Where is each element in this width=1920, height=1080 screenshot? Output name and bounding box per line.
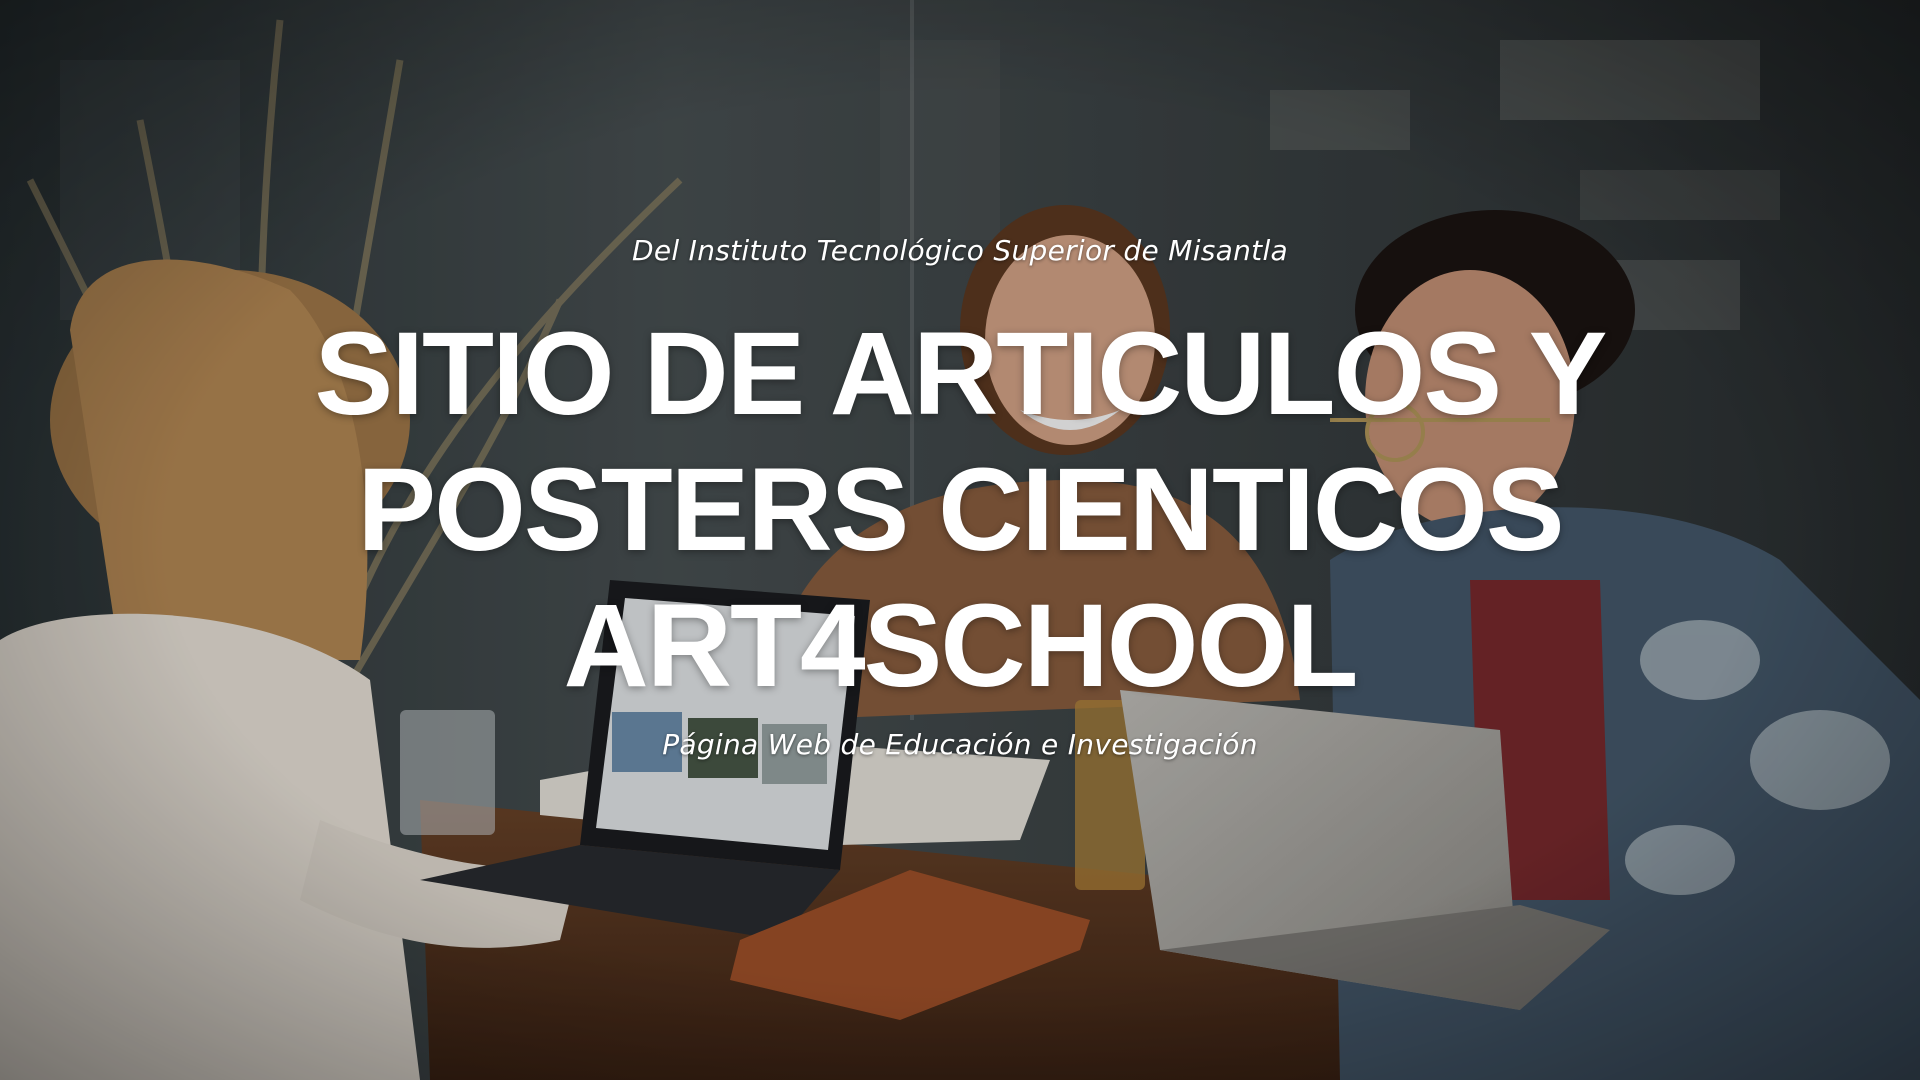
hero-title: [0, 306, 1920, 714]
hero-title-line-3: ART4SCHOOL: [563, 580, 1357, 712]
hero-tagline: Página Web de Educación e Investigación: [662, 728, 1258, 761]
hero-subtitle: Del Instituto Tecnológico Superior de Misantla: [632, 234, 1288, 267]
hero-title-line-1: SITIO DE ARTICULOS Y: [314, 308, 1606, 440]
hero-title-line-2: POSTERS CIENTICOS: [357, 444, 1563, 576]
